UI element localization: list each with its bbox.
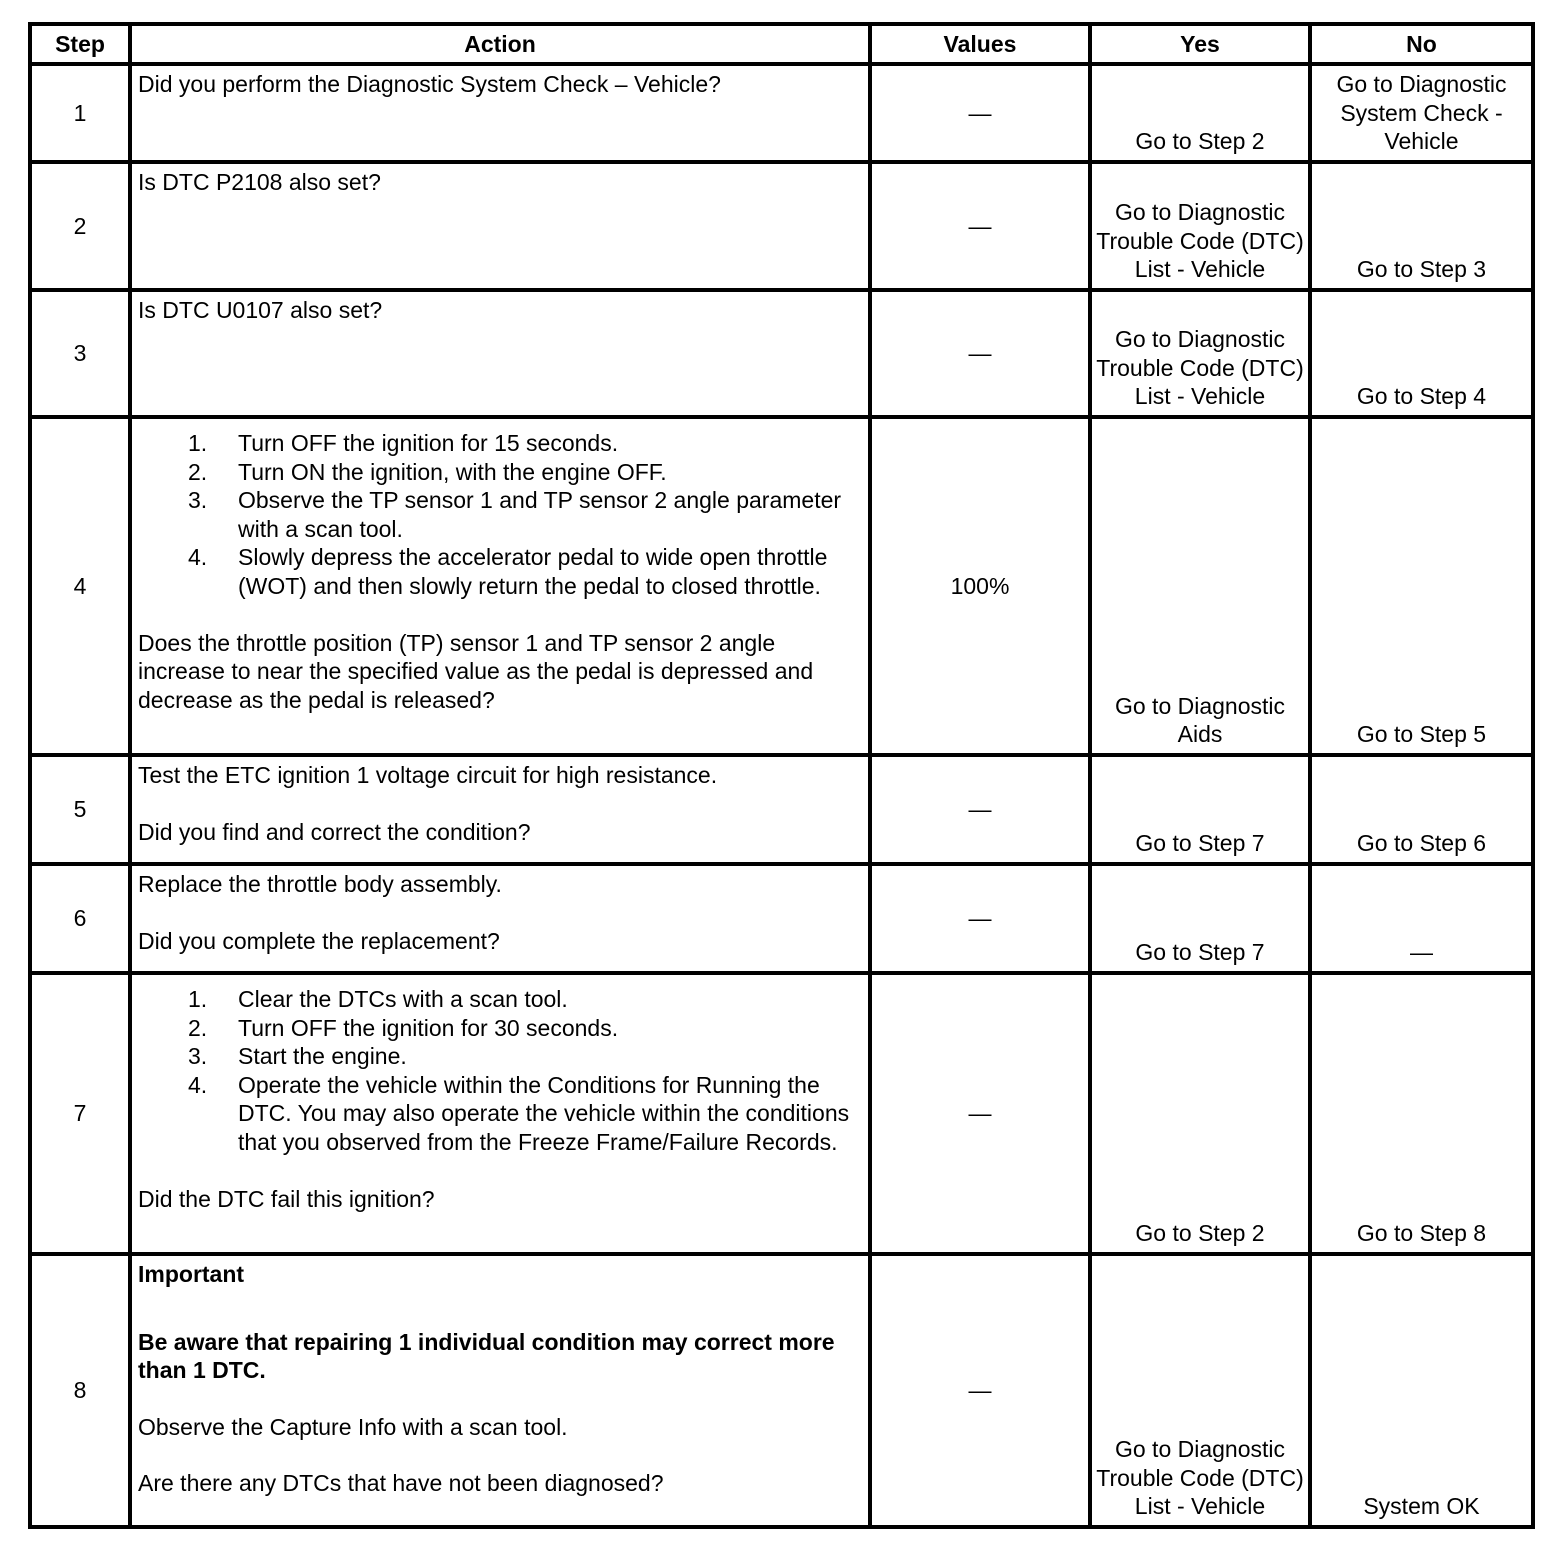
value-cell: —: [870, 64, 1090, 162]
action-question: Does the throttle position (TP) sensor 1 and TP sensor 2 angle increase to near the specified value as the pedal is depressed and decrease as the pedal is released?: [138, 629, 814, 713]
instruction-item: Turn ON the ignition, with the engine OFF.: [238, 458, 667, 485]
action-cell: [130, 864, 870, 973]
yes-cell: Go to Diagnostic Trouble Code (DTC) List - Vehicle: [1090, 290, 1310, 417]
action-question: Did you perform the Diagnostic System Check – Vehicle?: [138, 71, 721, 97]
yes-cell: Go to Step 7: [1090, 755, 1310, 864]
no-cell: Go to Step 8: [1310, 973, 1533, 1254]
action-question: Did you find and correct the condition?: [138, 818, 531, 845]
yes-cell: Go to Diagnostic Aids: [1090, 417, 1310, 755]
header-no: No: [1310, 24, 1533, 64]
header-action: Action: [130, 24, 870, 64]
table-row: [30, 162, 1533, 290]
value-cell: —: [870, 973, 1090, 1254]
value-cell: —: [870, 755, 1090, 864]
yes-cell: Go to Step 2: [1090, 64, 1310, 162]
action-cell: [130, 1254, 870, 1527]
action-cell: [130, 417, 870, 755]
action-question: Did the DTC fail this ignition?: [138, 1185, 435, 1212]
step-number: 4: [30, 417, 130, 755]
header-yes: Yes: [1090, 24, 1310, 64]
action-question: Are there any DTCs that have not been diagnosed?: [138, 1470, 664, 1497]
table-row: [30, 973, 1533, 1254]
no-cell: Go to Step 3: [1310, 162, 1533, 290]
action-cell: [130, 162, 870, 290]
table-row: [30, 864, 1533, 973]
important-label: Important: [138, 1261, 245, 1287]
instruction-item: Slowly depress the accelerator pedal to wide open throttle (WOT) and then slowly return the pedal to closed throttle.: [238, 544, 828, 599]
action-cell: [130, 290, 870, 417]
instruction-item: Start the engine.: [238, 1043, 407, 1070]
action-question: Is DTC U0107 also set?: [138, 297, 383, 323]
no-cell: Go to Diagnostic System Check - Vehicle: [1310, 64, 1533, 162]
value-cell: 100%: [870, 417, 1090, 755]
step-number: 5: [30, 755, 130, 864]
instruction-item: Operate the vehicle within the Conditions for Running the DTC. You may also operate the vehicle within the conditions that you observed from the Freeze Frame/Failure Records.: [238, 1071, 850, 1155]
table-row: [30, 417, 1533, 755]
instruction-item: Observe the TP sensor 1 and TP sensor 2 angle parameter with a scan tool.: [238, 487, 842, 542]
action-instruction: Replace the throttle body assembly.: [138, 871, 502, 897]
table-row: [30, 64, 1533, 162]
value-cell: —: [870, 290, 1090, 417]
table-row: [30, 1254, 1533, 1527]
value-cell: —: [870, 162, 1090, 290]
no-cell: —: [1310, 864, 1533, 973]
instruction-item: Clear the DTCs with a scan tool.: [238, 986, 568, 1012]
header-row: [30, 24, 1533, 64]
table-row: [30, 755, 1533, 864]
yes-cell: Go to Diagnostic Trouble Code (DTC) List - Vehicle: [1090, 162, 1310, 290]
step-number: 2: [30, 162, 130, 290]
action-question: Did you complete the replacement?: [138, 927, 500, 954]
action-question: Is DTC P2108 also set?: [138, 169, 381, 195]
action-cell: [130, 973, 870, 1254]
action-cell: [130, 64, 870, 162]
yes-cell: Go to Step 7: [1090, 864, 1310, 973]
important-note: Be aware that repairing 1 individual condition may correct more than 1 DTC.: [138, 1328, 835, 1384]
yes-cell: Go to Diagnostic Trouble Code (DTC) List - Vehicle: [1090, 1254, 1310, 1527]
action-instruction: Test the ETC ignition 1 voltage circuit for high resistance.: [138, 762, 718, 788]
no-cell: System OK: [1310, 1254, 1533, 1527]
action-cell: [130, 755, 870, 864]
step-number: 6: [30, 864, 130, 973]
step-number: 7: [30, 973, 130, 1254]
step-number: 3: [30, 290, 130, 417]
table-row: [30, 290, 1533, 417]
diagnostic-table: [28, 22, 1535, 1529]
value-cell: —: [870, 864, 1090, 973]
instruction-item: Turn OFF the ignition for 15 seconds.: [238, 430, 619, 456]
instruction-list: [138, 429, 862, 601]
yes-cell: Go to Step 2: [1090, 973, 1310, 1254]
no-cell: Go to Step 6: [1310, 755, 1533, 864]
step-number: 1: [30, 64, 130, 162]
value-cell: —: [870, 1254, 1090, 1527]
step-number: 8: [30, 1254, 130, 1527]
action-instruction: Observe the Capture Info with a scan tool.: [138, 1413, 568, 1440]
no-cell: Go to Step 4: [1310, 290, 1533, 417]
header-values: Values: [870, 24, 1090, 64]
header-step: Step: [30, 24, 130, 64]
instruction-item: Turn OFF the ignition for 30 seconds.: [238, 1014, 619, 1041]
no-cell: Go to Step 5: [1310, 417, 1533, 755]
instruction-list: [138, 985, 862, 1157]
